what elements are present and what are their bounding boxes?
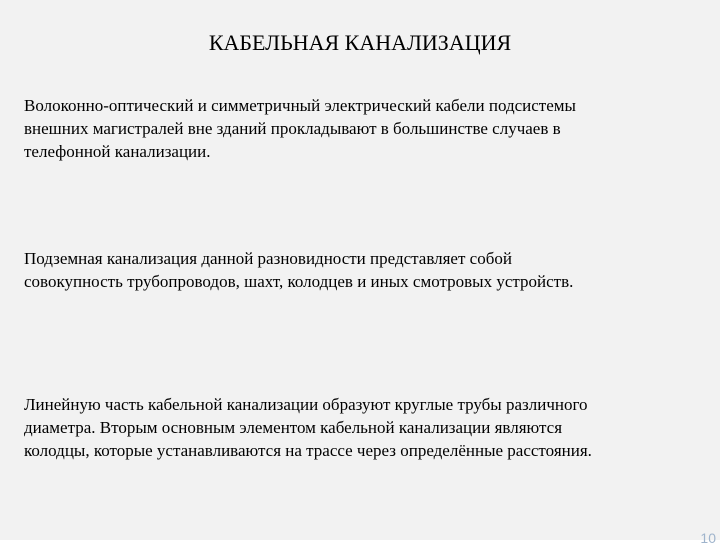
- slide-title: КАБЕЛЬНАЯ КАНАЛИЗАЦИЯ: [208, 30, 512, 55]
- paragraph-line: диаметра. Вторым основным элементом кабельной канализации являются: [24, 418, 563, 437]
- page-number: 10: [700, 530, 716, 546]
- paragraph-line: внешних магистралей вне зданий прокладывают в большинстве случаев в: [24, 119, 561, 138]
- paragraph-underground-duct: [24, 247, 704, 293]
- paragraph-fiber-cables: [24, 94, 704, 163]
- paragraph-line: колодцы, которые устанавливаются на трассе через определённые расстояния.: [24, 441, 592, 460]
- paragraph-line: Линейную часть кабельной канализации образуют круглые трубы различного: [24, 395, 588, 414]
- paragraph-line: совокупность трубопроводов, шахт, колодцев и иных смотровых устройств.: [24, 272, 574, 291]
- paragraph-line: Подземная канализация данной разновидности представляет собой: [24, 249, 512, 268]
- paragraph-linear-part: [24, 393, 704, 462]
- paragraph-line: телефонной канализации.: [24, 142, 211, 161]
- paragraph-line: Волоконно-оптический и симметричный электрический кабели подсистемы: [24, 96, 576, 115]
